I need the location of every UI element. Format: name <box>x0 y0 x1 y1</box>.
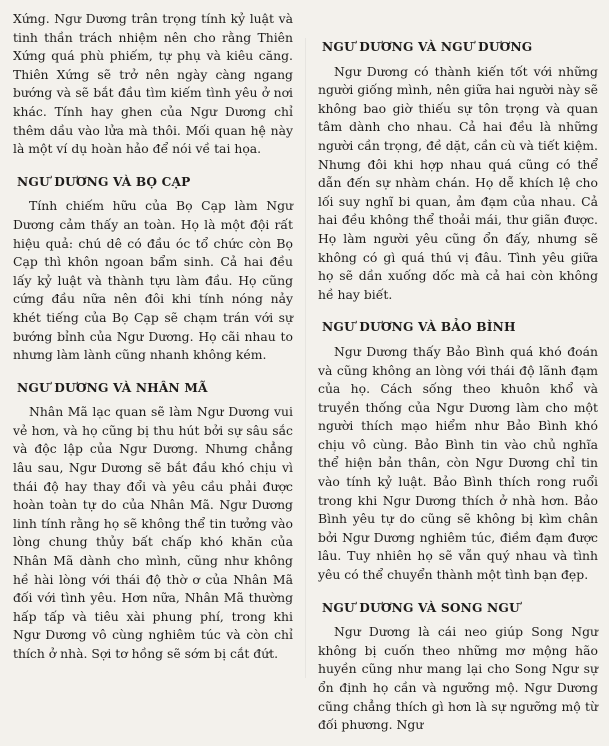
section-body-bao-binh: Ngư Dương thấy Bảo Bình quá khó đoán và cũng không an lòng với thái độ lãnh đạm của họ. Cách sống theo khuôn khổ và truyền thống của Ngư Dương làm cho một người thích mạo hiểm như Bảo Bình khó chịu vô cùng. Bảo Bình tin vào chủ nghĩa thể hiện bản thân, còn Ngư Dương chỉ tin vào tính kỷ luật. Bảo Bình thích rong ruổi trong khi Ngư Dương thích ở nhà hơn. Bảo Bình yêu tự do cũng sẽ không bị kìm chân bởi Ngư Dương nghiêm túc, điềm đạm được lâu. Tuy nhiên họ sẽ vẫn quý nhau và tình yêu có thể chuyển thành một tình bạn đẹp. <box>318 343 598 583</box>
section-heading-ngu-duong: NGƯ DƯƠNG VÀ NGƯ DƯƠNG <box>322 40 533 54</box>
section-heading-bao-binh: NGƯ DƯƠNG VÀ BẢO BÌNH <box>322 320 516 335</box>
section-heading-song-ngu: NGƯ DƯƠNG VÀ SONG NGƯ <box>322 600 520 615</box>
right-column <box>318 10 598 735</box>
intro-paragraph: Xứng. Ngư Dương trân trọng tính kỷ luật và tinh thần trách nhiệm nên cho rằng Thiên Xứng quá phù phiếm, tự phụ và kiêu căng. Thiên Xứng sẽ trở nên ngày càng ngang bướng và sẽ bắt đầu tìm kiếm tình yêu ở nơi khác. Tính hay ghen của Ngư Dương chỉ thêm dầu vào lửa mà thôi. Mối quan hệ này là một ví dụ hoàn hảo để nói về tai họa. <box>13 11 293 157</box>
column-gutter <box>305 38 306 678</box>
left-column <box>13 10 293 664</box>
section-body-song-ngu: Ngư Dương là cái neo giúp Song Ngư không bị cuốn theo những mơ mộng hão huyền cũng như mang lại cho Song Ngư sự ổn định họ cần và ngưỡng mộ. Ngư Dương cũng chẳng thích gì hơn là sự ngưỡng mộ từ đối phương. Ngư <box>318 624 598 733</box>
section-body-bo-cap: Tính chiếm hữu của Bọ Cạp làm Ngư Dương cảm thấy an toàn. Họ là một đội rất hiệu quả: chú dê có đầu óc tổ chức còn Bọ Cạp thì khôn ngoan bẩm sinh. Cả hai đều lấy kỷ luật và thành tựu làm đầu. Họ cũng cứng đầu nữa nên đôi khi tính nóng nảy khét tiếng của Bọ Cạp sẽ chạm trán với sự bướng bỉnh của Ngư Dương. Họ cãi nhau to nhưng làm lành cũng nhanh không kém. <box>13 198 293 363</box>
section-body-nhan-ma: Nhân Mã lạc quan sẽ làm Ngư Dương vui vẻ hơn, và họ cũng bị thu hút bởi sự sâu sắc và độc lập của Ngư Dương. Nhưng chẳng lâu sau, Ngư Dương sẽ bắt đầu khó chịu vì thái độ hay thay đổi và yêu cầu phải được hoàn toàn tự do của Nhân Mã. Ngư Dương linh tính rằng họ sẽ không thể tin tưởng vào lòng chung thủy bất chấp khó khăn của Nhân Mã dành cho mình, cũng như không hề hài lòng với thái độ thờ ơ của Nhân Mã đối với tình yêu. Hơn nữa, Nhân Mã thường hấp tấp và tiêu xài phung phí, trong khi Ngư Dương vô cùng nghiêm túc và còn chỉ thích ở nhà. Sợi tơ hồng sẽ sớm bị cắt đứt. <box>13 404 293 661</box>
section-body-ngu-duong: Ngư Dương có thành kiến tốt với những người giống mình, nên giữa hai người này sẽ không bao giờ thiếu sự tôn trọng và quan tâm dành cho nhau. Cả hai đều là những người cần trọng, đề dặt, cần cù và tiết kiệm. Nhưng đôi khi hợp nhau quá cũng có thể dẫn đến sự nhàm chán. Họ dễ khích lệ cho lối suy nghĩ bi quan, ảm đạm của nhau. Cả hai đều không thể thoải mái, thư giãn được. Họ làm người yêu cũng ổn đấy, nhưng sẽ không có gì quá thú vị đâu. Tình yêu giữa họ sẽ dần xuống dốc mà cả hai còn không hề hay biết. <box>318 63 598 302</box>
section-heading-nhan-ma: NGƯ DƯƠNG VÀ NHÂN MÃ <box>17 380 208 395</box>
section-heading-bo-cap: NGƯ DƯƠNG VÀ BỌ CẠP <box>17 174 191 189</box>
